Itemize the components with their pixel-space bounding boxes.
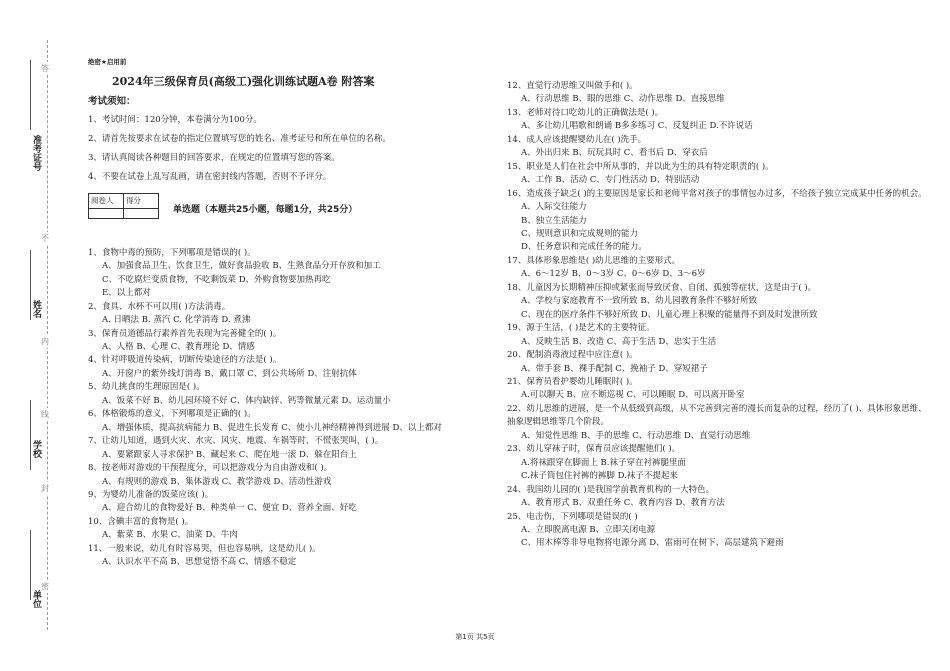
question-text: 9、为婴幼儿准备的饭菜应该( )。 bbox=[88, 489, 214, 500]
answer-options: A、行动思维 B、眼的思维 C、动作思维 D、直接思维 bbox=[521, 94, 725, 105]
answer-options: A、加强食品卫生、饮食卫生，做好食品验收 B、生熟食品分开存放和加工 bbox=[102, 261, 381, 272]
notice-list bbox=[88, 111, 483, 187]
answer-options: C、规则意识和完成规则的能力 bbox=[521, 228, 639, 239]
score-table bbox=[88, 193, 159, 218]
answer-options: A、迎合幼儿的食物爱好 B、种类单一 C、便宜 D、营养全面、好吃 bbox=[102, 503, 357, 514]
notice-item: 3、请认真阅读各种题目的回答要求，在规定的位置填写您的答案。 bbox=[88, 153, 340, 164]
answer-options: A. 日晒法 B. 蒸汽 C. 化学消毒 D. 煮沸 bbox=[102, 315, 251, 326]
section-title: 单选题（本题共25小题，每题1分，共25分） bbox=[173, 205, 358, 216]
answer-options: A、饭菜不好 B、幼儿园环境不好 C、体内缺锌、钙等微量元素 D、运动量小 bbox=[102, 395, 391, 406]
question-text: 23、幼儿穿袜子时，保育员应该提醒他们( )。 bbox=[507, 444, 681, 455]
score-box bbox=[88, 193, 483, 218]
seal-char: 线 bbox=[41, 410, 49, 419]
question-text: 17、具体形象思维是( )幼儿思维的主要形式。 bbox=[507, 255, 681, 266]
question-text: 3、保育员道德品行素养首先表现为完善健全的( )。 bbox=[88, 328, 282, 339]
question-text: 7、让幼儿知道，遇到火灾、水灾、风灾、地震、车祸等时，不慌张哭叫，( )。 bbox=[88, 436, 384, 447]
question-text: 16、造成孩子缺乏( )的主要原因是家长和老师平常对孩子的事情包办过多，不给孩子独立完成某中任务的机会。 bbox=[507, 188, 927, 199]
question-text: 2、食具、水杯不可以用( )方法消毒。 bbox=[88, 301, 231, 312]
answer-options: A、多让幼儿唱歌和朗诵 B多多练习 C、反复纠正 D.不许说话 bbox=[521, 121, 753, 132]
question-text: 1、食物中毒的预防，下列哪项是错误的( )。 bbox=[88, 247, 256, 258]
answer-options: A、增强体质，提高抗病能力 B、促进生长发育 C、使小儿神经精神得到进展 D、以上都对 bbox=[102, 422, 442, 433]
page-number: 第1页 共5页 bbox=[455, 633, 495, 641]
question-text: 11、一般来说，幼儿有时容易哭，但也容易哄，这是幼儿( )。 bbox=[88, 543, 321, 554]
question-text: 14、成人应该提醒婴幼儿在( )洗手。 bbox=[507, 134, 647, 145]
question-text: 25、电击伤，下列哪项是错误的( ) bbox=[507, 511, 638, 522]
question-list-left bbox=[88, 247, 483, 570]
notice-item: 2、请首先按要求在试卷的指定位置填写您的姓名、准考证号和所在单位的名称。 bbox=[88, 134, 391, 145]
question-text: 12、直觉行动思维又叫做手和( )。 bbox=[507, 81, 638, 91]
seal-char: 不 bbox=[41, 234, 49, 243]
notice-item: 1、考试时间：120分钟，本卷满分为100分。 bbox=[88, 115, 262, 126]
question-text: 18、儿童因为长期精神压抑或紧张而导致厌食、自闭、孤独等症状，这是由于( )。 bbox=[507, 282, 817, 293]
question-text: 8、按老师对游戏的干预程度分，可以把游戏分为自由游戏和( )。 bbox=[88, 463, 333, 474]
question-text: 19、源于生活，( )是艺术的主要特征。 bbox=[507, 323, 655, 334]
question-text: 22、幼儿思维的进展，是一个从低级到高级，从不完善到完善的漫长而复杂的过程，经历了( )、具体形象思维、抽象逻辑思维等几个阶段。 bbox=[507, 403, 927, 428]
exam-title: 2024年三级保育员(高级工)强化训练试题A卷 附答案 bbox=[112, 75, 375, 89]
score-label: 得分 bbox=[124, 194, 159, 208]
answer-options: A、有规则的游戏 B、集体游戏 C、教学游戏 D、活动性游戏 bbox=[102, 476, 332, 487]
margin-label: 单位 bbox=[31, 590, 41, 608]
answer-options: A、6～12岁 B、0～3岁 C、0～6岁 D、3～6岁 bbox=[521, 269, 706, 280]
answer-options: A、紫菜 B、水果 C、油菜 D、牛肉 bbox=[102, 530, 238, 541]
margin-label: 学校 bbox=[31, 440, 41, 458]
answer-options: C、用木棒等非导电物将电源分离 D、雷雨可在树下、高层建筑下避雨 bbox=[521, 538, 784, 549]
margin-label: 姓名 bbox=[31, 300, 41, 318]
question-text: 15、职业是人们在社会中所从事的，并以此为生的具有特定职责的( )。 bbox=[507, 161, 774, 172]
answer-options: A.将袜跟穿在脚面上 B.袜子穿在衬裤腿里面 bbox=[521, 457, 686, 468]
answer-options: A、立即脱离电源 B、立即关闭电源 bbox=[521, 524, 656, 535]
answer-options: A.可以聊天 B、应不断巡视 C、可以睡眠 D、可以离开卧室 bbox=[521, 390, 745, 401]
answer-options: A、工作 B、活动 C、专门性活动 D、特别活动 bbox=[521, 175, 700, 186]
answer-options: A、带手套 B、裸手配制 C、挽袖子 D、穿短裙子 bbox=[521, 363, 708, 374]
answer-options: A、教育形式 B、双重任务 C、教育内容 D、教育方法 bbox=[521, 498, 725, 509]
question-text: 24、我国幼儿园的( )是我国学前教育机构的一大特色。 bbox=[507, 484, 715, 495]
grader-label: 阅卷人 bbox=[89, 194, 124, 208]
answer-options: A、反映生活 B、改造 C、高于生活 D、忠实于生活 bbox=[521, 336, 717, 347]
answer-options: A、知觉性思维 B、手的思维 C、行动思维 D、直觉行动思维 bbox=[521, 430, 751, 441]
answer-options: E、以上都对 bbox=[102, 288, 151, 299]
answer-blank-line bbox=[30, 400, 31, 470]
seal-char: 密 bbox=[41, 582, 49, 591]
seal-char: 答 bbox=[41, 64, 49, 73]
question-text: 21、保育员看护婴幼儿睡眠时( )。 bbox=[507, 376, 638, 387]
answer-options: D、任务意识和完成任务的能力。 bbox=[521, 242, 647, 253]
question-list-right bbox=[507, 80, 927, 551]
score-cell[interactable] bbox=[124, 208, 159, 218]
answer-options: A、人际交往能力 bbox=[521, 202, 587, 213]
question-text: 6、体格锻炼的意义，下列哪项是正确的( )。 bbox=[88, 409, 256, 420]
answer-options: B、独立生活能力 bbox=[521, 215, 587, 226]
left-column bbox=[88, 56, 483, 570]
margin-label: 准考证号 bbox=[31, 135, 41, 171]
seal-char: 内 bbox=[41, 337, 49, 346]
question-text: 4、针对呼吸道传染病，切断传染途径的方法是( )。 bbox=[88, 355, 282, 366]
question-text: 5、幼儿挑食的生理原因是( )。 bbox=[88, 382, 205, 393]
answer-options: A、要紧跟家人寻求保护 B、藏起来 C、爬在地一滚 D、躲在阳台上 bbox=[102, 449, 357, 460]
answer-options: A、开窗户的紫外线灯消毒 B、戴口罩 C、到公共场所 D、注射抗体 bbox=[102, 368, 357, 379]
answer-options: A、外出归来 B、玩玩具时 C、看书后 D、穿衣后 bbox=[521, 148, 708, 159]
question-text: 13、老师对待口吃幼儿的正确做法是( )。 bbox=[507, 107, 664, 118]
notice-item: 4、不要在试卷上乱写乱画，请在密封线内答题，否则不予评分。 bbox=[88, 172, 332, 183]
notice-heading: 考试须知： bbox=[88, 95, 136, 107]
answer-options: C、不吃腐烂变质食物，不吃剩饭菜 D、外购食物要加热再吃 bbox=[102, 274, 331, 285]
question-text: 10、含碘丰富的食物是( )。 bbox=[88, 516, 194, 527]
binding-margin bbox=[0, 0, 72, 671]
answer-options: A、人格 B、心理 C、教育理论 D、情感 bbox=[102, 341, 255, 352]
question-text: 20、配制消毒液过程中应注意( )。 bbox=[507, 350, 638, 361]
grader-cell[interactable] bbox=[89, 208, 124, 218]
answer-options: C.袜子筒包住衬裤的裤脚 D.袜子不提起来 bbox=[521, 471, 678, 482]
answer-options: C、现在的医疗条件不够好所致 D、儿童心理上积聚的能量得不到及时发泄所致 bbox=[521, 309, 818, 320]
seal-char: 封 bbox=[41, 484, 49, 493]
answer-blank-line bbox=[30, 60, 31, 130]
answer-options: A、学校与家庭教育不一致所致 B、幼儿园教育条件不够好所致 bbox=[521, 296, 758, 307]
confidential-mark: 绝密★启用前 bbox=[88, 58, 127, 66]
answer-options: A、认识水平不高 B、思想觉悟不高 C、情感不稳定 bbox=[102, 557, 297, 568]
